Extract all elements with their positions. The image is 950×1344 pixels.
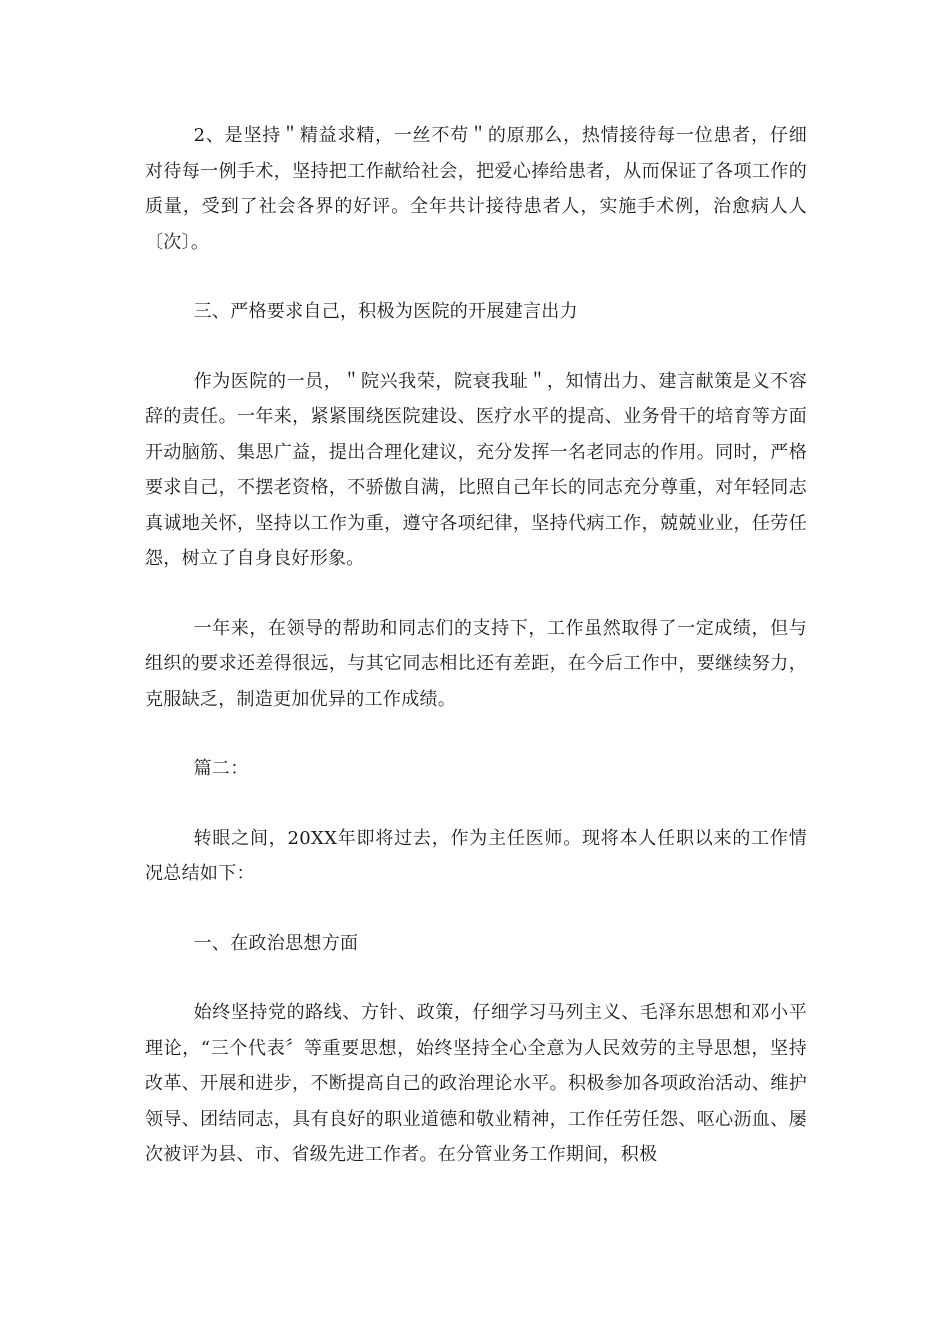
paragraph-1: 2、是坚持＂精益求精，一丝不苟＂的原那么，热情接待每一位患者，仔细对待每一例手术，坚持把工作献给社会，把爱心捧给患者，从而保证了各项工作的质量，受到了社会各界的好评。全年共计接待患者人，实施手术例，治愈病人人〔次〕。: [145, 125, 807, 253]
document-page: [145, 118, 807, 1173]
section-heading-1: 一、在政治思想方面: [193, 932, 359, 954]
paragraph-gap: [145, 717, 807, 751]
paragraph-gap: [145, 330, 807, 364]
paragraph-gap: [145, 787, 807, 821]
section-heading-3: 三、严格要求自己，积极为医院的开展建言出力: [193, 301, 578, 322]
paragraph-gap: [145, 961, 807, 995]
paragraph-4: 转眼之间，20XX年即将过去，作为主任医师。现将本人任职以来的工作情况总结如下：: [145, 827, 807, 884]
paragraph-5: 始终坚持党的路线、方针、政策，仔细学习马列主义、毛泽东思想和邓小平理论，“三个代表〞等重要思想，始终坚持全心全意为人民效劳的主导思想，坚持改革、开展和进步，不断提高自己的政治理论水平。积极参加各项政治活动、维护领导、团结同志，具有良好的职业道德和敬业精神，工作任劳任怨、呕心沥血、屡次被评为县、市、省级先进工作者。在分管业务工作期间，积极: [145, 1002, 807, 1165]
paragraph-gap: [145, 892, 807, 926]
part-two-heading: 篇二：: [193, 758, 249, 779]
paragraph-3: 一年来，在领导的帮助和同志们的支持下，工作虽然取得了一定成绩，但与组织的要求还差得很远，与其它同志相比还有差距，在今后工作中，要继续努力，克服缺乏，制造更加优异的工作成绩。: [145, 617, 807, 710]
paragraph-gap: [145, 577, 807, 611]
paragraph-gap: [145, 260, 807, 294]
paragraph-2: 作为医院的一员，＂院兴我荣，院衰我耻＂，知情出力、建言献策是义不容辞的责任。一年来，紧紧围绕医院建设、医疗水平的提高、业务骨干的培育等方面开动脑筋、集思广益，提出合理化建议，充分发挥一名老同志的作用。同时，严格要求自己，不摆老资格，不骄傲自满，比照自己年长的同志充分尊重，对年轻同志真诚地关怀，坚持以工作为重，遵守各项纪律，坚持代病工作，兢兢业业，任劳任怨，树立了自身良好形象。: [145, 370, 807, 569]
